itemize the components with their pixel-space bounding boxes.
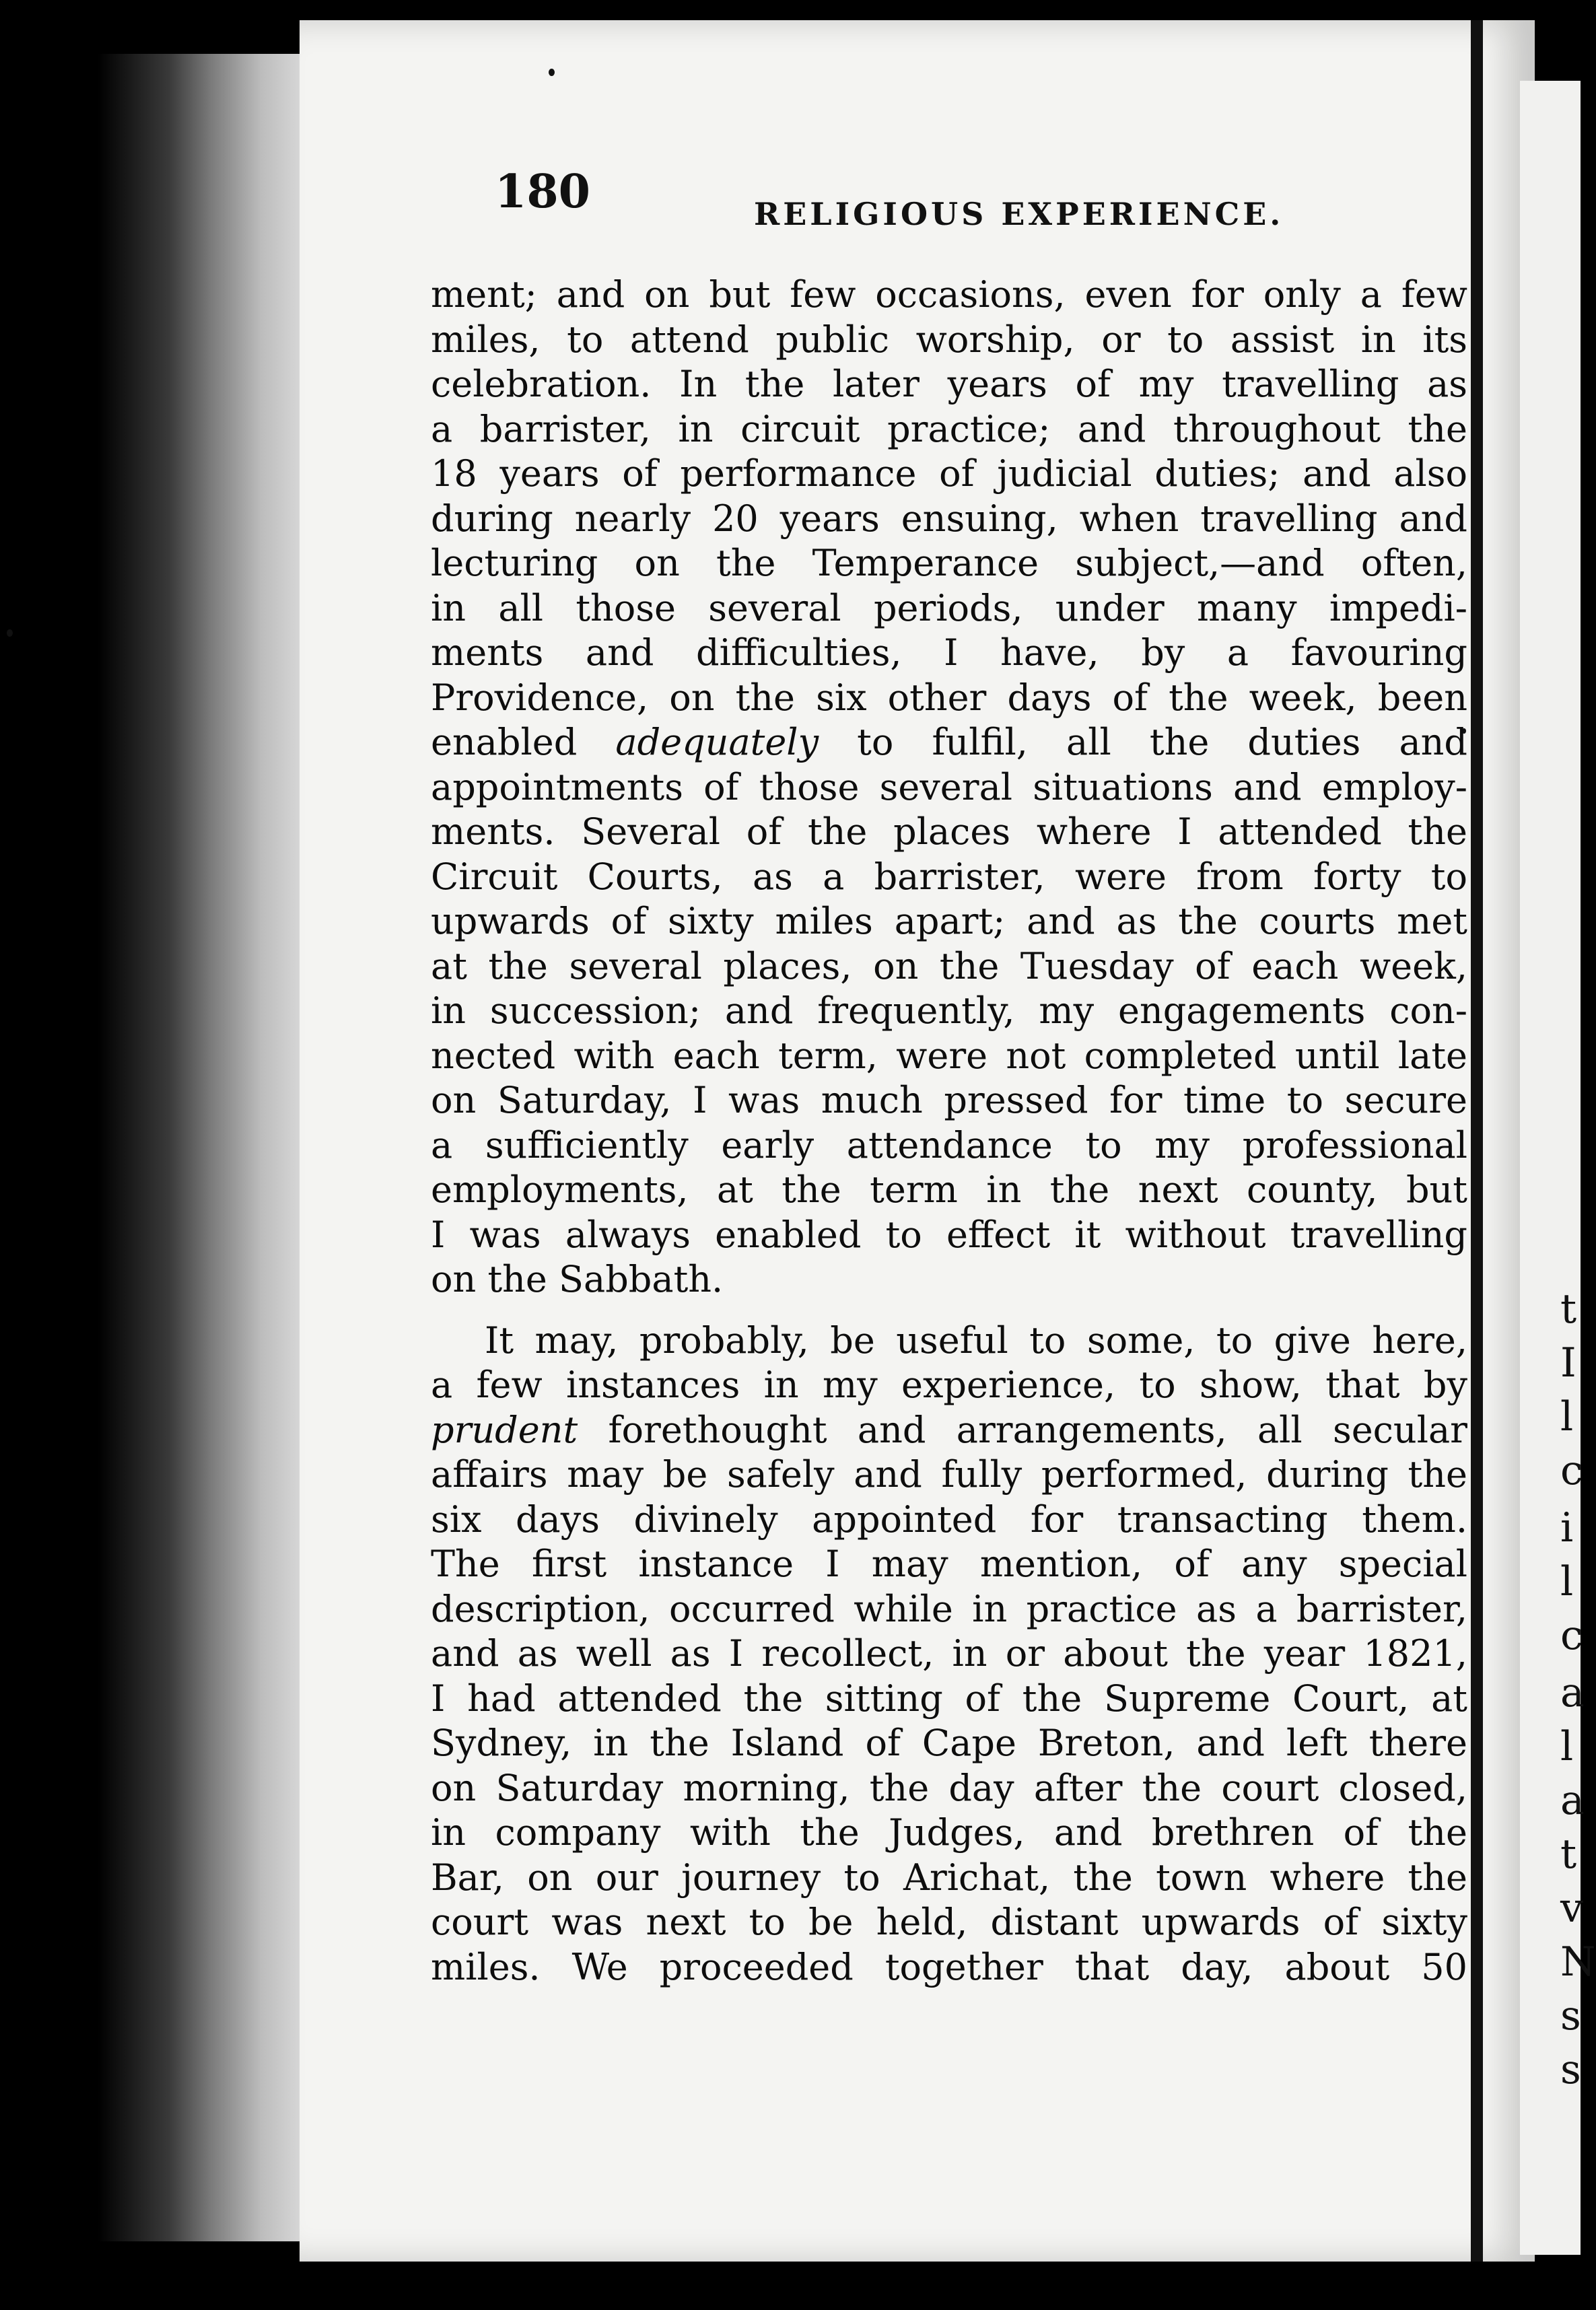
- ink-speck: [7, 629, 13, 637]
- running-head: [495, 165, 1441, 239]
- adjacent-page-letter: a: [1560, 1669, 1585, 1716]
- text-line: a sufficiently early attendance to my professional: [431, 1123, 1467, 1166]
- text-line: appointments of those several situations and employ-: [431, 765, 1467, 808]
- text-line: Providence, on the six other days of the week, been: [431, 676, 1467, 719]
- text-line: court was next to be held, distant upwards of sixty: [431, 1901, 1467, 1943]
- text-line: I was always enabled to effect it without travelling: [431, 1213, 1467, 1256]
- adjacent-page-letter: a: [1560, 1777, 1585, 1824]
- page-number: 180: [495, 165, 590, 219]
- text-line: a barrister, in circuit practice; and throughout the: [431, 407, 1467, 450]
- page-gutter-shadow: [1471, 20, 1483, 2262]
- adjacent-page-letter: c: [1560, 1447, 1583, 1494]
- text-line: ment; and on but few occasions, even for only a few: [431, 273, 1467, 316]
- ink-speck: [549, 69, 555, 76]
- text-line: prudent forethought and arrangements, all secular: [431, 1408, 1467, 1451]
- text-line: miles. We proceeded together that day, about 50: [431, 1945, 1467, 1988]
- adjacent-page-letter: l: [1560, 1393, 1574, 1440]
- adjacent-page-letter: i: [1560, 1504, 1574, 1551]
- text-line: enabled adequately to fulfil, all the duties and: [431, 721, 1467, 763]
- text-line: on Saturday, I was much pressed for time to secure: [431, 1079, 1467, 1121]
- text-line: a few instances in my experience, to show, that by: [431, 1364, 1467, 1406]
- text-line: during nearly 20 years ensuing, when travelling and: [431, 497, 1467, 540]
- adjacent-page-letter: N: [1560, 1938, 1596, 1986]
- text-line: at the several places, on the Tuesday of each week,: [431, 944, 1467, 987]
- text-line: affairs may be safely and fully performed, during the: [431, 1453, 1467, 1496]
- text-line: ments and difficulties, I have, by a favouring: [431, 631, 1467, 674]
- running-title: RELIGIOUS EXPERIENCE.: [754, 196, 1284, 232]
- text-line: Bar, on our journey to Arichat, the town where the: [431, 1856, 1467, 1899]
- adjacent-page-letter: c: [1560, 1612, 1583, 1659]
- text-line: nected with each term, were not completed until late: [431, 1034, 1467, 1077]
- page-stack-edge: [98, 54, 303, 2241]
- text-line: description, occurred while in practice as a barrister,: [431, 1587, 1467, 1630]
- text-line: The first instance I may mention, of any special: [431, 1543, 1467, 1585]
- text-line: on Saturday morning, the day after the court closed,: [431, 1766, 1467, 1809]
- text-line: in company with the Judges, and brethren of the: [431, 1811, 1467, 1854]
- text-line: in all those several periods, under many impedi-: [431, 586, 1467, 629]
- text-line: on the Sabbath.: [431, 1258, 724, 1300]
- text-line: employments, at the term in the next county, but: [431, 1168, 1467, 1211]
- text-line: upwards of sixty miles apart; and as the courts met: [431, 900, 1467, 942]
- text-line: I had attended the sitting of the Supreme Court, at: [431, 1677, 1467, 1720]
- text-line: ments. Several of the places where I attended the: [431, 810, 1467, 853]
- text-line: Circuit Courts, as a barrister, were from forty to: [431, 855, 1467, 898]
- adjacent-page-letter: l: [1560, 1723, 1574, 1770]
- adjacent-page-letter: I: [1560, 1339, 1576, 1387]
- text-line: in succession; and frequently, my engagements con-: [431, 989, 1467, 1032]
- adjacent-page-letter: s: [1560, 1992, 1581, 2039]
- text-line: and as well as I recollect, in or about the year 1821,: [431, 1632, 1467, 1675]
- adjacent-page-letter: l: [1560, 1558, 1574, 1605]
- paragraph-2: [431, 1319, 1467, 1990]
- text-line: celebration. In the later years of my travelling as: [431, 363, 1467, 405]
- text-line: It may, probably, be useful to some, to give here,: [485, 1319, 1467, 1362]
- paragraph-1: [431, 273, 1467, 1302]
- text-line: miles, to attend public worship, or to assist in its: [431, 318, 1467, 361]
- text-line: six days divinely appointed for transacting them.: [431, 1498, 1467, 1541]
- adjacent-page-letter: t: [1560, 1831, 1577, 1878]
- text-line: 18 years of performance of judicial duties; and also: [431, 452, 1467, 495]
- adjacent-page-letter: t: [1560, 1286, 1577, 1333]
- adjacent-page-letter: s: [1560, 2046, 1581, 2093]
- adjacent-page-letter: v: [1560, 1885, 1583, 1932]
- body-text: [431, 273, 1467, 1990]
- text-line: Sydney, in the Island of Cape Breton, and left there: [431, 1722, 1467, 1764]
- text-line: lecturing on the Temperance subject,—and often,: [431, 542, 1467, 584]
